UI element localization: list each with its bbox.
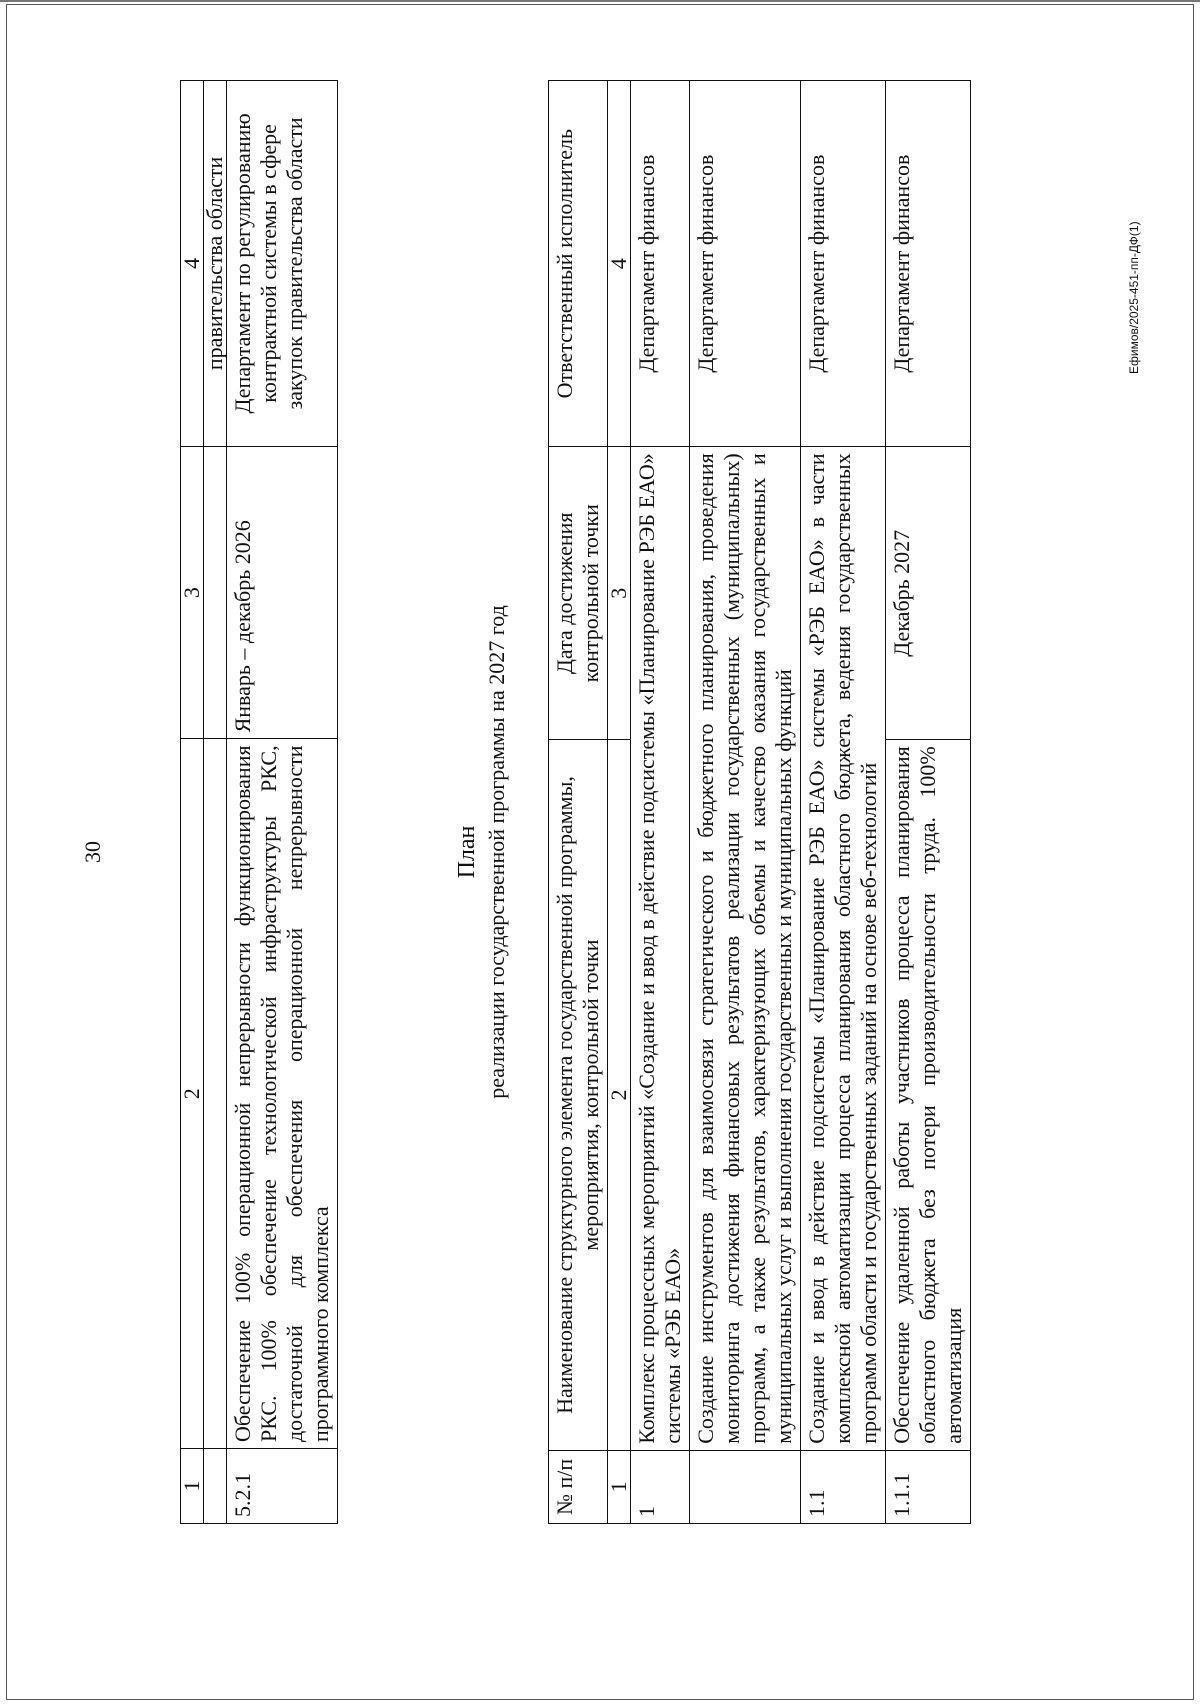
column-number: 1 bbox=[608, 1450, 631, 1523]
column-number-row bbox=[181, 81, 204, 1524]
row-executor: Департамент финансов bbox=[631, 81, 690, 447]
row-executor: Департамент финансов bbox=[886, 81, 971, 447]
column-number-row bbox=[608, 81, 631, 1524]
table-row bbox=[227, 81, 338, 1524]
continuation-table bbox=[180, 80, 338, 1524]
continuation-cell: правительства области bbox=[204, 81, 227, 447]
header-num: № п/п bbox=[549, 1450, 608, 1523]
row-number bbox=[690, 1450, 801, 1523]
table-row bbox=[886, 81, 971, 1524]
row-number: 1.1.1 bbox=[886, 1450, 971, 1523]
page-number: 30 bbox=[80, 841, 105, 863]
row-name: Обеспечение удаленной работы участников процесса планирования областного бюджета без потери производительности труда. 100% автоматизация bbox=[886, 740, 971, 1451]
table-row bbox=[801, 81, 886, 1524]
column-number: 4 bbox=[181, 81, 204, 447]
column-number: 3 bbox=[608, 447, 631, 740]
row-name: Создание и ввод в действие подсистемы «Планирование РЭБ ЕАО» системы «РЭБ ЕАО» в части комплексной автоматизации процесса планирования областного бюджета, ведения государственных программ области и государственных заданий на основе веб-технологий bbox=[801, 447, 886, 1450]
column-number: 2 bbox=[181, 739, 204, 1449]
document-id: Ефимов/2025-451-пп-ДФ(1) bbox=[1127, 221, 1141, 374]
row-date: Декабрь 2027 bbox=[886, 447, 971, 740]
plan-subtitle: реализации государственной программы на 2027 год bbox=[484, 605, 509, 1099]
column-number: 2 bbox=[608, 740, 631, 1451]
header-row bbox=[549, 81, 608, 1524]
table-row bbox=[631, 81, 690, 1524]
continuation-row bbox=[204, 81, 227, 1524]
header-executor: Ответственный исполнитель bbox=[549, 81, 608, 447]
column-number: 4 bbox=[608, 81, 631, 447]
row-executor: Департамент по регулированию контрактной системы в сфере закупок правительства области bbox=[227, 81, 338, 447]
header-name: Наименование структурного элемента государственной программы, мероприятия, контрольной точки bbox=[549, 740, 608, 1451]
row-date: Январь – декабрь 2026 bbox=[227, 446, 338, 739]
column-number: 1 bbox=[181, 1449, 204, 1524]
row-number: 1.1 bbox=[801, 1450, 886, 1523]
table-row bbox=[690, 81, 801, 1524]
row-name: Комплекс процессных мероприятий «Создание и ввод в действие подсистемы «Планирование РЭБ ЕАО» системы «РЭБ ЕАО» bbox=[631, 447, 690, 1450]
row-number: 5.2.1 bbox=[227, 1449, 338, 1524]
plan-table bbox=[548, 80, 971, 1524]
column-number: 3 bbox=[181, 446, 204, 739]
row-executor: Департамент финансов bbox=[690, 81, 801, 447]
row-name: Создание инструментов для взаимосвязи стратегического и бюджетного планирования, проведения мониторинга достижения финансовых результатов реализации государственных (муниципальных) программ, а также результатов, характеризующих объемы и качество оказания государственных и муниципальных услуг и выполнения государственных и муниципальных функций bbox=[690, 447, 801, 1450]
header-date: Дата достижения контрольной точки bbox=[549, 447, 608, 740]
plan-heading bbox=[452, 0, 512, 1704]
plan-title: План bbox=[454, 825, 480, 879]
row-name: Обеспечение 100% операционной непрерывности функционирования РКС. 100% обеспечение технологической инфраструктуры РКС, достаточной для обеспечения операционной непрерывности программного комплекса bbox=[227, 739, 338, 1449]
row-number: 1 bbox=[631, 1450, 690, 1523]
row-executor: Департамент финансов bbox=[801, 81, 886, 447]
